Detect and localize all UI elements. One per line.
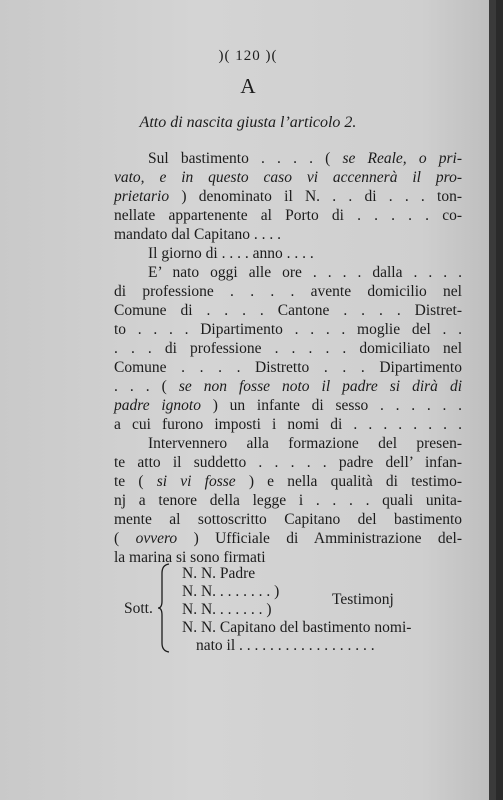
italic-run: se Reale, o pri-: [342, 150, 462, 167]
text-run: ) un infante di sesso . . . . . .: [200, 397, 463, 414]
text-run: ) denominato il N. . . di . . . ton-: [169, 188, 462, 205]
body-line: mandato dal Capitano . . . .: [114, 226, 282, 243]
body-line: la marina si sono firmati: [114, 549, 266, 566]
text-run: Sul bastimento . . . . (: [148, 150, 343, 167]
italic-run: se non fosse noto il padre si dirà di: [178, 378, 462, 395]
body-line: mente al sottoscritto Capitano del bastimento: [114, 511, 462, 528]
page-edge-shadow: [489, 0, 496, 800]
body-line: to . . . . Dipartimento . . . . moglie del . .: [114, 321, 462, 338]
signature-witness-1: N. N. . . . . . . . ): [182, 583, 280, 600]
body-line: [148, 149, 462, 168]
body-line: vato, e in questo caso vi accennerà il pro-: [114, 169, 462, 186]
body-line: [114, 187, 462, 206]
document-title: Atto di nascita giusta l’articolo 2.: [139, 114, 357, 131]
page-number-header: )( 120 )(: [218, 48, 278, 64]
text-run: (: [114, 530, 136, 547]
body-line: te atto il suddetto . . . . . padre dell’ infan-: [114, 454, 462, 471]
body-line: Il giorno di . . . . anno . . . .: [148, 245, 314, 262]
text-run: te (: [114, 473, 157, 490]
text-run: ) e nella qualità di testimo-: [235, 473, 462, 490]
body-line: [114, 377, 462, 396]
text-run: . . . (: [114, 378, 179, 395]
body-line: . . . di professione . . . . . domiciliato nel: [114, 340, 462, 357]
body-line: di professione . . . . avente domicilio nel: [114, 283, 462, 300]
italic-run: prietario: [114, 188, 170, 205]
italic-run: padre ignoto: [114, 397, 201, 414]
body-line: Intervennero alla formazione del presen-: [148, 435, 462, 452]
body-line: [114, 396, 462, 415]
body-line: [114, 472, 462, 491]
testimonj-label: Testimonj: [332, 591, 394, 608]
body-line: nellate appartenente al Porto di . . . . . co-: [114, 207, 462, 224]
signature-padre: N. N. Padre: [182, 565, 256, 582]
body-line: Comune di . . . . Cantone . . . . Distret-: [114, 302, 462, 319]
left-brace-icon: [158, 563, 170, 653]
body-line: nj a tenore della legge i . . . . quali unita-: [114, 492, 462, 509]
section-letter: A: [240, 74, 256, 98]
signature-date-line: nato il . . . . . . . . . . . . . . . . . .: [196, 637, 375, 654]
body-line: Comune . . . . Distretto . . . Dipartimento: [114, 359, 462, 376]
text-run: ) Ufficiale di Amministrazione del-: [177, 530, 462, 547]
italic-run: si vi fosse: [156, 473, 236, 490]
body-line: a cui furono imposti i nomi di . . . . . . . .: [114, 416, 462, 433]
signature-capitano: N. N. Capitano del bastimento nomi-: [182, 619, 412, 636]
sott-label: Sott.: [124, 600, 153, 617]
italic-run: ovvero: [135, 530, 178, 547]
signature-witness-2: N. N. . . . . . . ): [182, 601, 272, 618]
body-line: E’ nato oggi alle ore . . . . dalla . . . .: [148, 264, 462, 281]
body-line: [114, 529, 462, 548]
